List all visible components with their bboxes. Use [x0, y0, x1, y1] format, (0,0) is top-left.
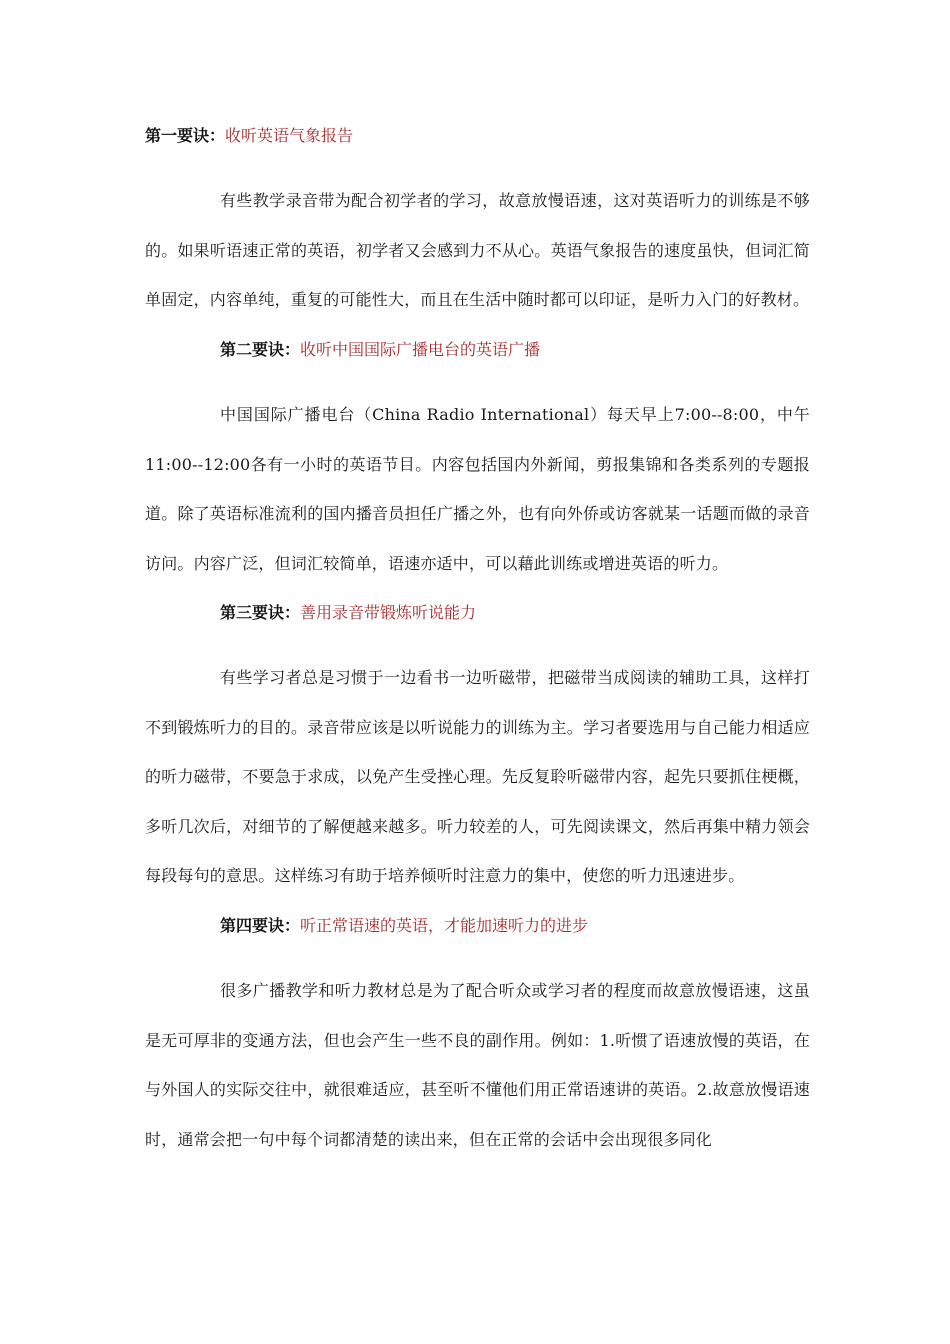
section-label: 第三要诀：	[220, 603, 301, 622]
section-4	[145, 916, 810, 1164]
section-2	[145, 340, 810, 588]
section-heading	[145, 603, 810, 623]
section-label: 第一要诀：	[145, 126, 226, 145]
section-title: 收听中国国际广播电台的英语广播	[300, 340, 541, 359]
section-1	[145, 126, 810, 325]
section-heading	[145, 126, 810, 146]
section-paragraph: 中国国际广播电台（China Radio International）每天早上7:00--8:00，中午11:00--12:00各有一小时的英语节目。内容包括国内外新闻，剪报集锦和各类系列的专题报道。除了英语标准流利的国内播音员担任广播之外，也有向外侨或访客就某一话题而做的录音访问。内容广泛，但词汇较简单，语速亦适中，可以藉此训练或增进英语的听力。	[145, 405, 810, 573]
section-paragraph: 有些学习者总是习惯于一边看书一边听磁带，把磁带当成阅读的辅助工具，这样打不到锻炼听力的目的。录音带应该是以听说能力的训练为主。学习者要选用与自己能力相适应的听力磁带，不要急于求成，以免产生受挫心理。先反复聆听磁带内容，起先只要抓住梗概，多听几次后，对细节的了解便越来越多。听力较差的人，可先阅读课文，然后再集中精力领会每段每句的意思。这样练习有助于培养倾听时注意力的集中，使您的听力迅速进步。	[145, 668, 810, 885]
section-title: 善用录音带锻炼听说能力	[300, 603, 477, 622]
section-paragraph: 有些教学录音带为配合初学者的学习，故意放慢语速，这对英语听力的训练是不够的。如果听语速正常的英语，初学者又会感到力不从心。英语气象报告的速度虽快，但词汇简单固定，内容单纯，重复的可能性大，而且在生活中随时都可以印证，是听力入门的好教材。	[145, 191, 810, 309]
section-heading	[145, 340, 810, 360]
section-heading	[145, 916, 810, 936]
section-label: 第二要诀：	[220, 340, 301, 359]
section-title: 听正常语速的英语，才能加速听力的进步	[300, 916, 589, 935]
section-paragraph: 很多广播教学和听力教材总是为了配合听众或学习者的程度而故意放慢语速，这虽是无可厚非的变通方法，但也会产生一些不良的副作用。例如：1.听惯了语速放慢的英语，在与外国人的实际交往中，就很难适应，甚至听不懂他们用正常语速讲的英语。2.故意放慢语速时，通常会把一句中每个词都清楚的读出来，但在正常的会话中会出现很多同化	[145, 981, 810, 1149]
section-title: 收听英语气象报告	[225, 126, 354, 145]
section-label: 第四要诀：	[220, 916, 301, 935]
section-3	[145, 603, 810, 901]
